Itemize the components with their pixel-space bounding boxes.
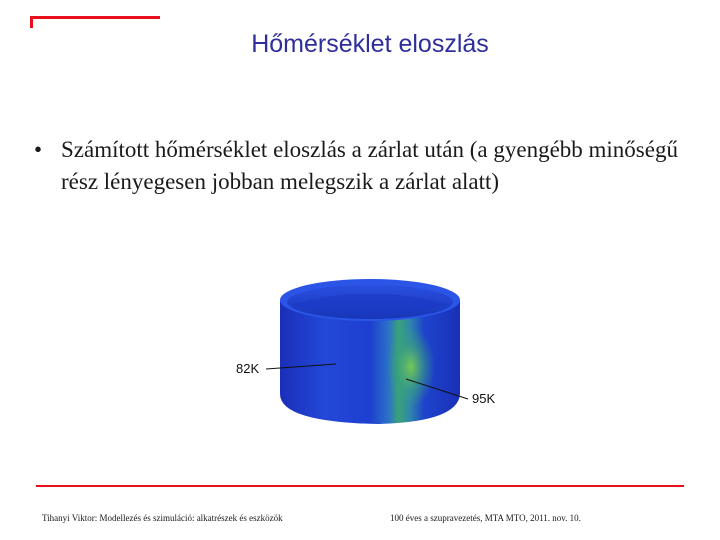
slide-title: Hőmérséklet eloszlás: [251, 30, 489, 58]
footer-divider: [36, 485, 684, 487]
label-95k: 95K: [472, 391, 496, 406]
label-82k: 82K: [236, 361, 260, 376]
footer-author: Tihanyi Viktor: Modellezés és szimuláció: alkatrészek és eszközök: [42, 513, 283, 523]
bullet-dot: •: [34, 137, 43, 162]
bullet-text: Számított hőmérséklet eloszlás a zárlat után (a gyengébb minőségű rész lényegesen jobban melegszik a zárlat alatt): [61, 137, 678, 194]
temperature-cylinder-figure: [228, 272, 518, 447]
footer-event: 100 éves a szupravezetés, MTA MTO, 2011. nov. 10.: [390, 513, 581, 523]
cylinder-render: [228, 272, 518, 447]
corner-line-vertical: [30, 16, 33, 28]
corner-line-horizontal: [30, 16, 160, 19]
bullet-item: [34, 134, 694, 198]
hot-spot: [387, 327, 435, 407]
